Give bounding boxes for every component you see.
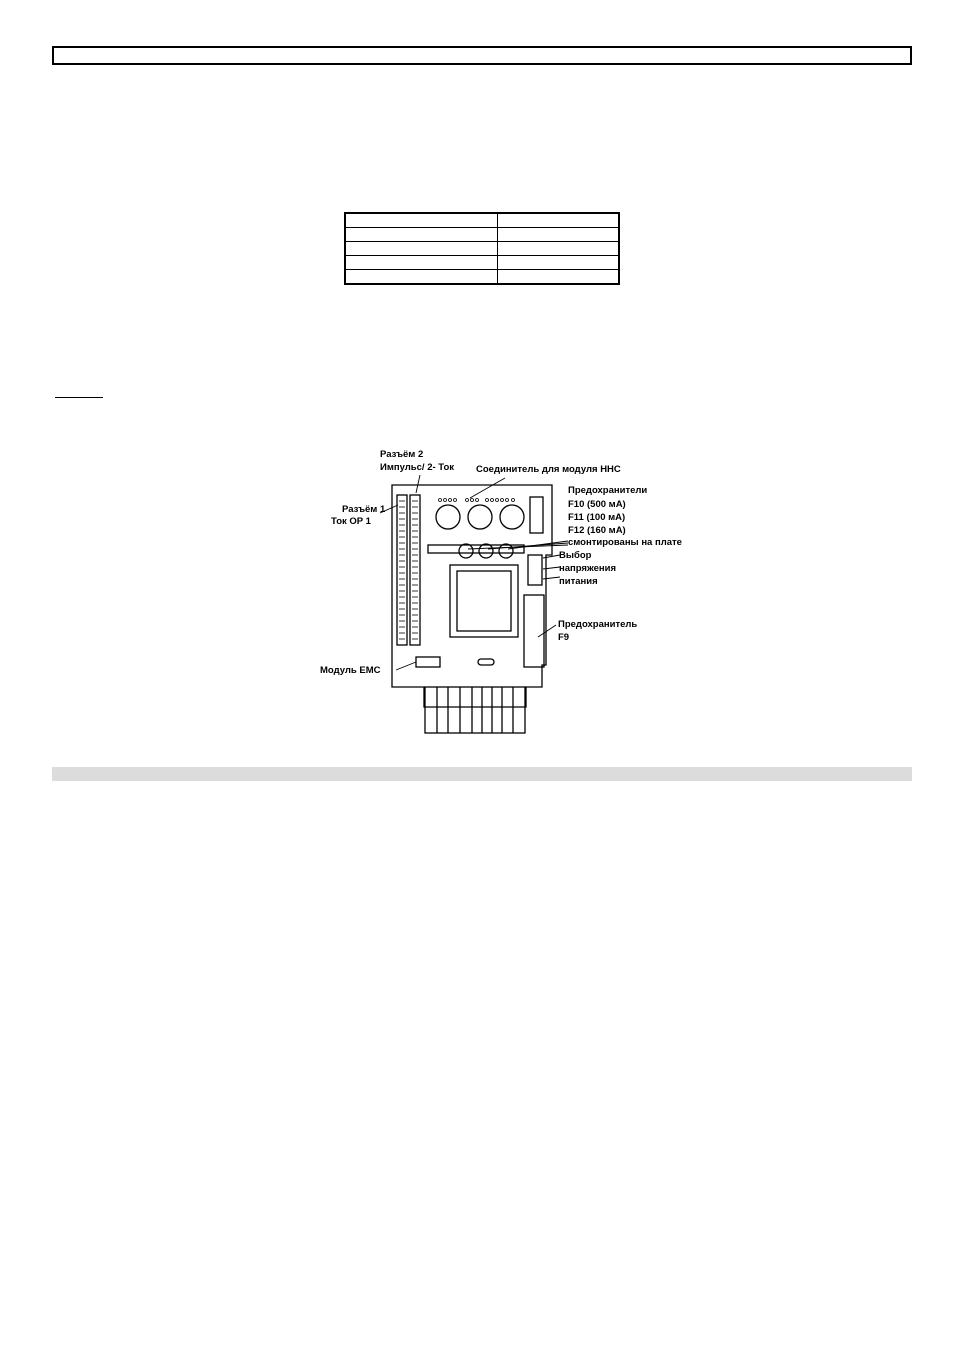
fuse-f11-label: F11 (100 мА) xyxy=(568,512,626,523)
connector2-label-line2: Импульс/ 2- Ток xyxy=(380,462,455,473)
circuit-board-figure xyxy=(300,445,700,740)
voltage-select-label-line2: напряжения xyxy=(559,563,616,574)
table-row xyxy=(345,242,619,256)
fuse-f10-label: F10 (500 мА) xyxy=(568,499,626,510)
table-row xyxy=(345,213,619,228)
emc-module-label: Модуль EMC xyxy=(320,665,381,676)
fuses-mounted-label: смонтированы на плате xyxy=(568,537,682,548)
fuse-f9-label-line2: F9 xyxy=(558,632,570,643)
fuses-title-label: Предохранители xyxy=(568,485,648,496)
fuse-f12-label: F12 (160 мА) xyxy=(568,525,626,536)
note-underline xyxy=(55,397,103,398)
table-row xyxy=(345,270,619,285)
data-table xyxy=(344,212,620,285)
hhc-connector-label: Соединитель для модуля HHC xyxy=(476,464,621,475)
section-header-bar xyxy=(52,767,912,781)
voltage-select-label-line1: Выбор xyxy=(559,550,592,561)
table-row xyxy=(345,256,619,270)
fuse-f9-label-line1: Предохранитель xyxy=(558,619,638,630)
connector1-label-line2: Ток OP 1 xyxy=(331,516,371,527)
connector2-label-line1: Разъём 2 xyxy=(380,449,424,460)
connector1-label-line1: Разъём 1 xyxy=(342,504,386,515)
table-row xyxy=(345,228,619,242)
page-header-box xyxy=(52,46,912,65)
voltage-select-label-line3: питания xyxy=(559,576,598,587)
